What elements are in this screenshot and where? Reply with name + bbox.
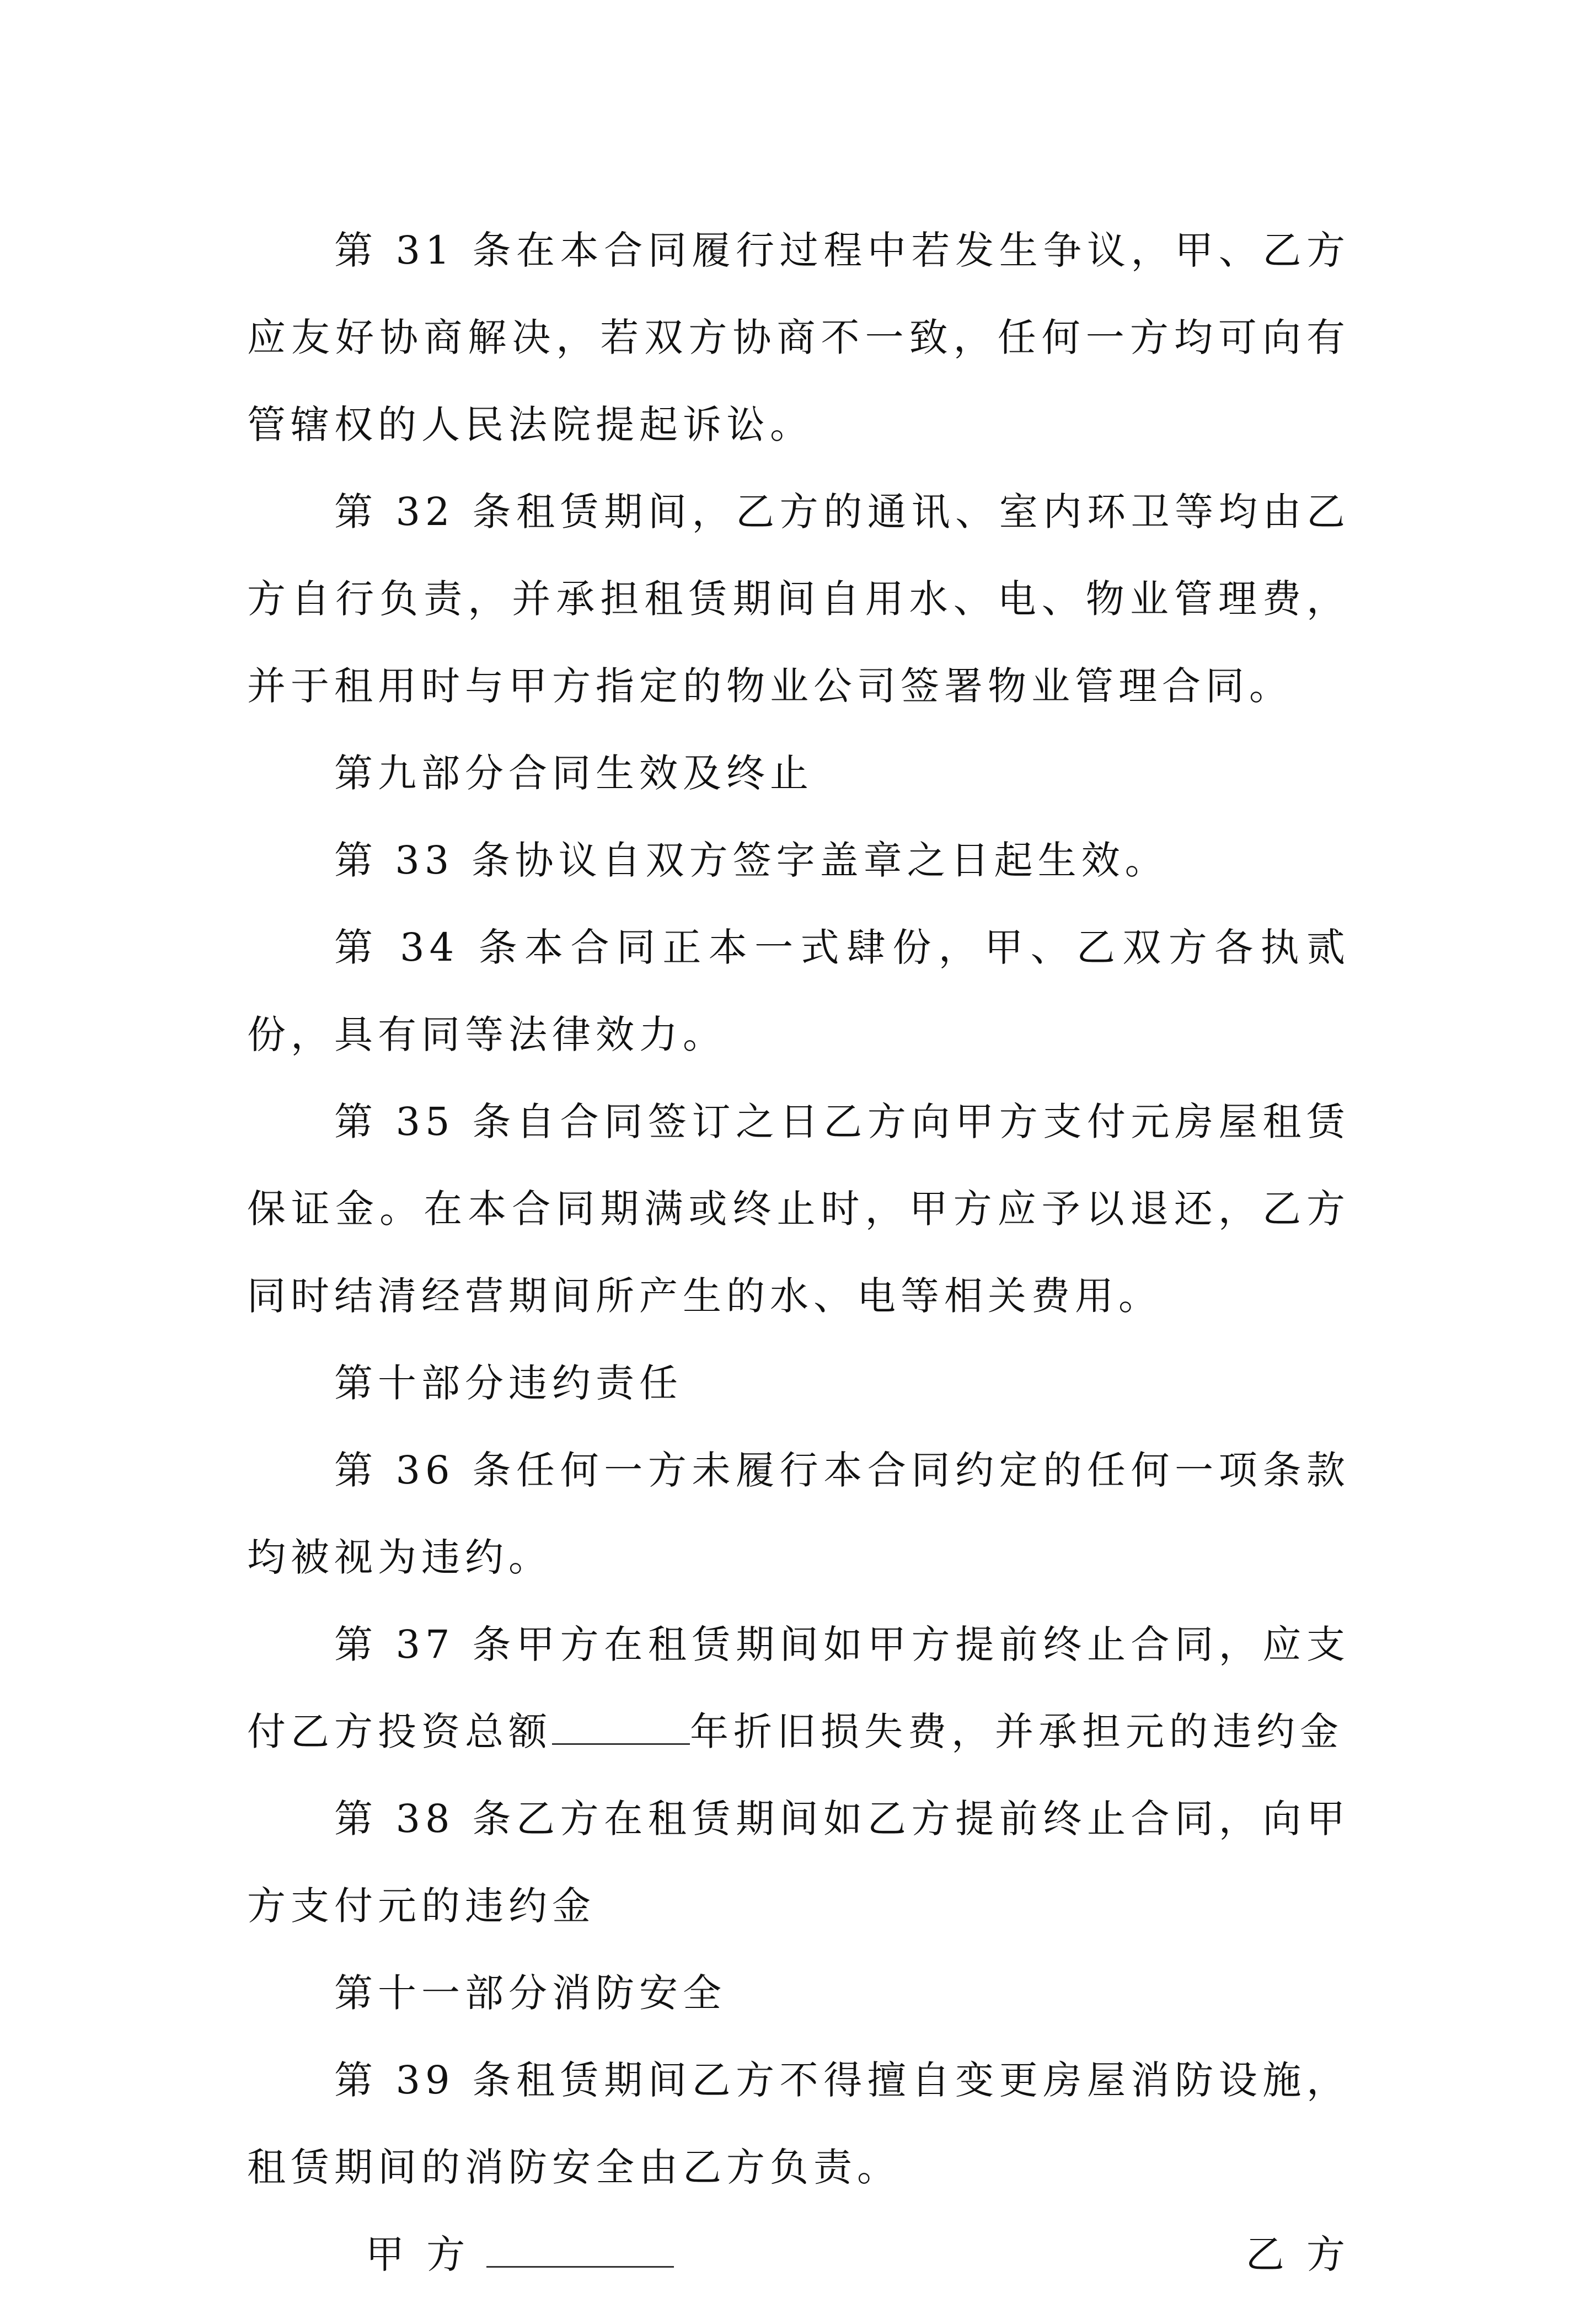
section-heading-10: 第十部分违约责任	[334, 1360, 683, 1406]
clause-39: 第 39 条租赁期间乙方不得擅自变更房屋消防设施，租赁期间的消防安全由乙方负责。	[247, 2058, 1350, 2190]
clause-36: 第 36 条任何一方未履行本合同约定的任何一项条款均被视为违约。	[247, 1448, 1350, 1580]
clause-38: 第 38 条乙方在租赁期间如乙方提前终止合同，向甲方支付元的违约金	[247, 1796, 1350, 1929]
document-page	[247, 207, 1350, 2298]
clause-31: 第 31 条在本合同履行过程中若发生争议，甲、乙方应友好协商解决，若双方协商不一致，任何一方均可向有管辖权的人民法院提起诉讼。	[247, 228, 1350, 447]
clause-33: 第 33 条协议自双方签字盖章之日起生效。	[334, 838, 1169, 883]
clause-37	[247, 1601, 1350, 1775]
clause-34: 第 34 条本合同正本一式肆份，甲、乙双方各执贰份，具有同等法律效力。	[247, 925, 1350, 1057]
clause-35: 第 35 条自合同签订之日乙方向甲方支付元房屋租赁保证金。在本合同期满或终止时，甲方应予以退还，乙方同时结清经营期间所产生的水、电等相关费用。	[247, 1099, 1350, 1319]
signature-row	[247, 2211, 1350, 2298]
clause-37-text-before: 第 37 条甲方在租赁期间如甲方提前终止合同，应支付乙方投资总额	[247, 1622, 1350, 1754]
party-a-label: 甲 方	[366, 2232, 470, 2277]
party-a-signature	[366, 2211, 674, 2298]
party-a-signature-line	[486, 2233, 674, 2268]
section-heading-9: 第九部分合同生效及终止	[334, 751, 813, 796]
clause-32: 第 32 条租赁期间，乙方的通讯、室内环卫等均由乙方自行负责，并承担租赁期间自用水、电、物业管理费，并于租用时与甲方指定的物业公司签署物业管理合同。	[247, 489, 1350, 709]
clause-37-text-after: 年折旧损失费，并承担元的违约金	[690, 1709, 1343, 1754]
section-heading-11: 第十一部分消防安全	[334, 1970, 726, 2016]
amount-blank	[552, 1710, 690, 1745]
party-b-label: 乙 方	[1245, 2232, 1350, 2277]
party-b-signature	[1246, 2211, 1350, 2298]
